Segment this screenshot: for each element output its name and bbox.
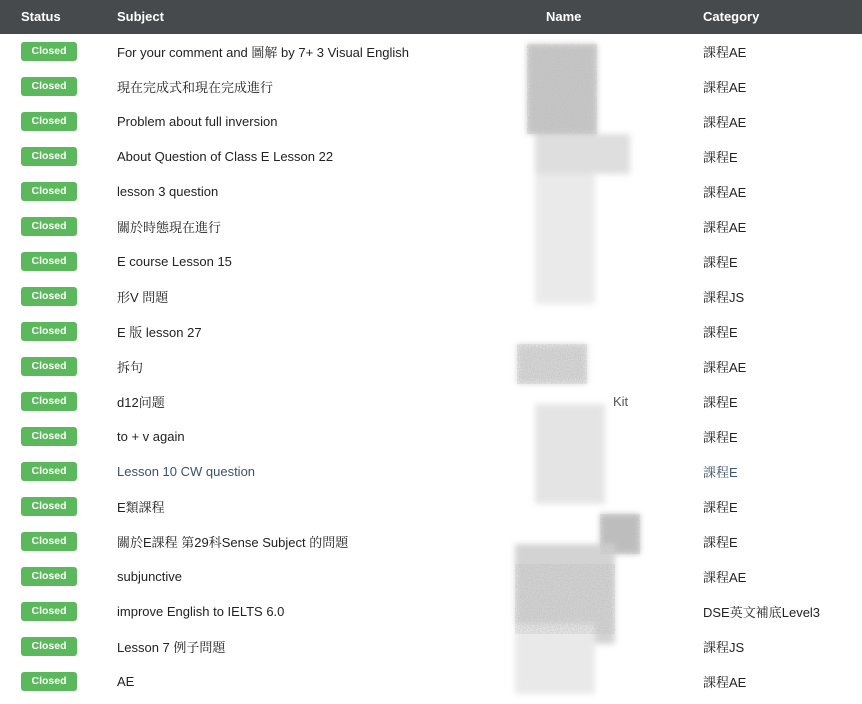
subject-cell bbox=[117, 349, 517, 384]
category-link[interactable]: 課程AE bbox=[703, 185, 747, 200]
category-link[interactable]: 課程AE bbox=[703, 220, 747, 235]
requester-name bbox=[517, 44, 613, 59]
category-cell bbox=[703, 489, 862, 524]
name-cell bbox=[517, 314, 703, 349]
category-cell bbox=[703, 524, 862, 559]
header-name[interactable]: Name bbox=[546, 9, 582, 24]
category-link[interactable]: 課程E bbox=[703, 465, 738, 480]
table-row[interactable] bbox=[0, 209, 862, 244]
category-link[interactable]: 課程E bbox=[703, 395, 738, 410]
table-row[interactable] bbox=[0, 629, 862, 664]
subject-link[interactable]: Lesson 7 例子問題 bbox=[117, 640, 226, 655]
status-cell bbox=[0, 69, 117, 104]
requester-name bbox=[517, 324, 613, 339]
requester-name bbox=[517, 254, 613, 269]
table-row[interactable] bbox=[0, 489, 862, 524]
table-row[interactable] bbox=[0, 594, 862, 629]
table-row[interactable] bbox=[0, 174, 862, 209]
subject-link[interactable]: For your comment and 圖解 by 7+ 3 Visual English bbox=[117, 45, 410, 60]
category-link[interactable]: 課程AE bbox=[703, 45, 747, 60]
category-cell bbox=[703, 419, 862, 454]
status-cell bbox=[0, 279, 117, 314]
status-cell bbox=[0, 139, 117, 174]
status-cell bbox=[0, 314, 117, 349]
category-link[interactable]: 課程AE bbox=[703, 360, 747, 375]
category-cell bbox=[703, 34, 862, 69]
category-link[interactable]: 課程E bbox=[703, 500, 738, 515]
subject-cell bbox=[117, 454, 517, 489]
subject-cell bbox=[117, 314, 517, 349]
status-cell bbox=[0, 489, 117, 524]
category-cell bbox=[703, 454, 862, 489]
subject-link[interactable]: About Question of Class E Lesson 22 bbox=[117, 149, 334, 164]
table-header bbox=[0, 0, 862, 34]
category-cell bbox=[703, 629, 862, 664]
status-badge: Closed bbox=[21, 672, 77, 691]
status-badge: Closed bbox=[21, 497, 77, 516]
category-cell bbox=[703, 69, 862, 104]
status-cell bbox=[0, 454, 117, 489]
subject-link[interactable]: E course Lesson 15 bbox=[117, 254, 232, 269]
requester-name bbox=[517, 674, 613, 689]
name-cell bbox=[517, 489, 703, 524]
status-badge: Closed bbox=[21, 427, 77, 446]
name-cell bbox=[517, 664, 703, 699]
table-row[interactable] bbox=[0, 69, 862, 104]
subject-cell bbox=[117, 104, 517, 139]
status-cell bbox=[0, 244, 117, 279]
subject-cell bbox=[117, 384, 517, 419]
status-cell bbox=[0, 664, 117, 699]
status-cell bbox=[0, 104, 117, 139]
status-cell bbox=[0, 174, 117, 209]
subject-link[interactable]: E 版 lesson 27 bbox=[117, 325, 202, 340]
category-link[interactable]: 課程AE bbox=[703, 570, 747, 585]
name-cell bbox=[517, 419, 703, 454]
status-cell bbox=[0, 629, 117, 664]
requester-name bbox=[517, 184, 613, 199]
subject-link[interactable]: Lesson 10 CW question bbox=[117, 464, 256, 479]
requester-name bbox=[517, 149, 613, 164]
header-subject[interactable]: Subject bbox=[117, 9, 164, 24]
status-badge: Closed bbox=[21, 77, 77, 96]
requester-name bbox=[517, 114, 613, 129]
subject-cell bbox=[117, 34, 517, 69]
status-cell bbox=[0, 559, 117, 594]
requester-name bbox=[517, 359, 613, 374]
header-category[interactable]: Category bbox=[703, 9, 760, 24]
requester-name bbox=[517, 639, 613, 654]
table-row[interactable] bbox=[0, 664, 862, 699]
category-cell bbox=[703, 244, 862, 279]
subject-link[interactable]: Problem about full inversion bbox=[117, 114, 278, 129]
requester-name bbox=[517, 429, 613, 444]
table-row[interactable] bbox=[0, 559, 862, 594]
category-link[interactable]: 課程AE bbox=[703, 675, 747, 690]
category-link[interactable]: 課程E bbox=[703, 430, 738, 445]
subject-link[interactable]: 形V 問題 bbox=[117, 290, 169, 305]
subject-cell bbox=[117, 489, 517, 524]
name-cell bbox=[517, 349, 703, 384]
category-cell bbox=[703, 174, 862, 209]
table-row[interactable] bbox=[0, 244, 862, 279]
status-badge: Closed bbox=[21, 322, 77, 341]
name-cell bbox=[517, 559, 703, 594]
table-row[interactable] bbox=[0, 419, 862, 454]
status-badge: Closed bbox=[21, 637, 77, 656]
status-badge: Closed bbox=[21, 112, 77, 131]
name-cell bbox=[517, 69, 703, 104]
category-link[interactable]: DSE英文補底Level3 bbox=[703, 605, 821, 620]
category-link[interactable]: 課程JS bbox=[703, 640, 745, 655]
table-row[interactable] bbox=[0, 349, 862, 384]
subject-link[interactable]: 拆句 bbox=[117, 360, 144, 375]
name-cell bbox=[517, 454, 703, 489]
category-cell bbox=[703, 209, 862, 244]
status-badge: Closed bbox=[21, 532, 77, 551]
name-cell bbox=[517, 279, 703, 314]
name-cell bbox=[517, 174, 703, 209]
category-link[interactable]: 課程JS bbox=[703, 290, 745, 305]
table-row[interactable] bbox=[0, 104, 862, 139]
category-cell bbox=[703, 384, 862, 419]
requester-name bbox=[517, 464, 613, 479]
category-link[interactable]: 課程E bbox=[703, 325, 738, 340]
status-cell bbox=[0, 34, 117, 69]
subject-link[interactable]: subjunctive bbox=[117, 569, 183, 584]
category-cell bbox=[703, 559, 862, 594]
subject-cell bbox=[117, 664, 517, 699]
category-link[interactable]: 課程AE bbox=[703, 80, 747, 95]
status-badge: Closed bbox=[21, 147, 77, 166]
name-cell bbox=[517, 34, 703, 69]
status-badge: Closed bbox=[21, 567, 77, 586]
category-cell bbox=[703, 279, 862, 314]
requester-name bbox=[517, 79, 613, 94]
subject-cell bbox=[117, 594, 517, 629]
subject-link[interactable]: improve English to IELTS 6.0 bbox=[117, 604, 285, 619]
category-cell bbox=[703, 104, 862, 139]
subject-link[interactable]: E類課程 bbox=[117, 500, 165, 515]
subject-cell bbox=[117, 69, 517, 104]
status-badge: Closed bbox=[21, 357, 77, 376]
requester-name bbox=[517, 534, 613, 549]
name-cell bbox=[517, 594, 703, 629]
category-cell bbox=[703, 314, 862, 349]
subject-cell bbox=[117, 629, 517, 664]
status-badge: Closed bbox=[21, 287, 77, 306]
category-link[interactable]: 課程AE bbox=[703, 115, 747, 130]
requester-name: Kit bbox=[613, 394, 629, 409]
subject-cell bbox=[117, 139, 517, 174]
subject-cell bbox=[117, 279, 517, 314]
category-cell bbox=[703, 594, 862, 629]
subject-link[interactable]: to + v again bbox=[117, 429, 185, 444]
table-row[interactable] bbox=[0, 314, 862, 349]
status-badge: Closed bbox=[21, 42, 77, 61]
table-row[interactable] bbox=[0, 279, 862, 314]
table-row[interactable] bbox=[0, 454, 862, 489]
requester-name bbox=[517, 604, 613, 619]
header-row bbox=[0, 0, 862, 34]
status-badge: Closed bbox=[21, 217, 77, 236]
status-badge: Closed bbox=[21, 462, 77, 481]
subject-cell bbox=[117, 174, 517, 209]
category-cell bbox=[703, 139, 862, 174]
subject-cell bbox=[117, 559, 517, 594]
category-link[interactable]: 課程E bbox=[703, 255, 738, 270]
status-cell bbox=[0, 209, 117, 244]
name-cell bbox=[517, 384, 703, 419]
name-cell bbox=[517, 629, 703, 664]
name-cell bbox=[517, 104, 703, 139]
subject-link[interactable]: lesson 3 question bbox=[117, 184, 219, 199]
table-row[interactable] bbox=[0, 524, 862, 559]
name-cell bbox=[517, 244, 703, 279]
subject-link[interactable]: 關於時態現在進行 bbox=[117, 220, 222, 235]
category-cell bbox=[703, 349, 862, 384]
status-cell bbox=[0, 349, 117, 384]
requester-name bbox=[517, 499, 613, 514]
subject-link[interactable]: AE bbox=[117, 674, 135, 689]
status-cell bbox=[0, 594, 117, 629]
table-row[interactable] bbox=[0, 139, 862, 174]
name-cell bbox=[517, 209, 703, 244]
status-badge: Closed bbox=[21, 392, 77, 411]
status-badge: Closed bbox=[21, 602, 77, 621]
status-badge: Closed bbox=[21, 252, 77, 271]
category-cell bbox=[703, 664, 862, 699]
subject-link[interactable]: 現在完成式和現在完成進行 bbox=[117, 80, 274, 95]
requester-name bbox=[517, 569, 613, 584]
subject-cell bbox=[117, 524, 517, 559]
subject-cell bbox=[117, 244, 517, 279]
status-cell bbox=[0, 524, 117, 559]
subject-cell bbox=[117, 419, 517, 454]
subject-link[interactable]: d12问题 bbox=[117, 395, 165, 410]
subject-link[interactable]: 關於E課程 第29科Sense Subject 的問題 bbox=[117, 535, 349, 550]
status-badge: Closed bbox=[21, 182, 77, 201]
table-row[interactable] bbox=[0, 384, 862, 419]
table-row[interactable] bbox=[0, 34, 862, 69]
name-cell bbox=[517, 524, 703, 559]
requester-name bbox=[517, 219, 613, 234]
subject-cell bbox=[117, 209, 517, 244]
table-body bbox=[0, 34, 862, 699]
name-cell bbox=[517, 139, 703, 174]
category-link[interactable]: 課程E bbox=[703, 150, 738, 165]
requester-name bbox=[517, 289, 613, 304]
header-status[interactable]: Status bbox=[21, 9, 61, 24]
status-cell bbox=[0, 419, 117, 454]
status-cell bbox=[0, 384, 117, 419]
category-link[interactable]: 課程E bbox=[703, 535, 738, 550]
